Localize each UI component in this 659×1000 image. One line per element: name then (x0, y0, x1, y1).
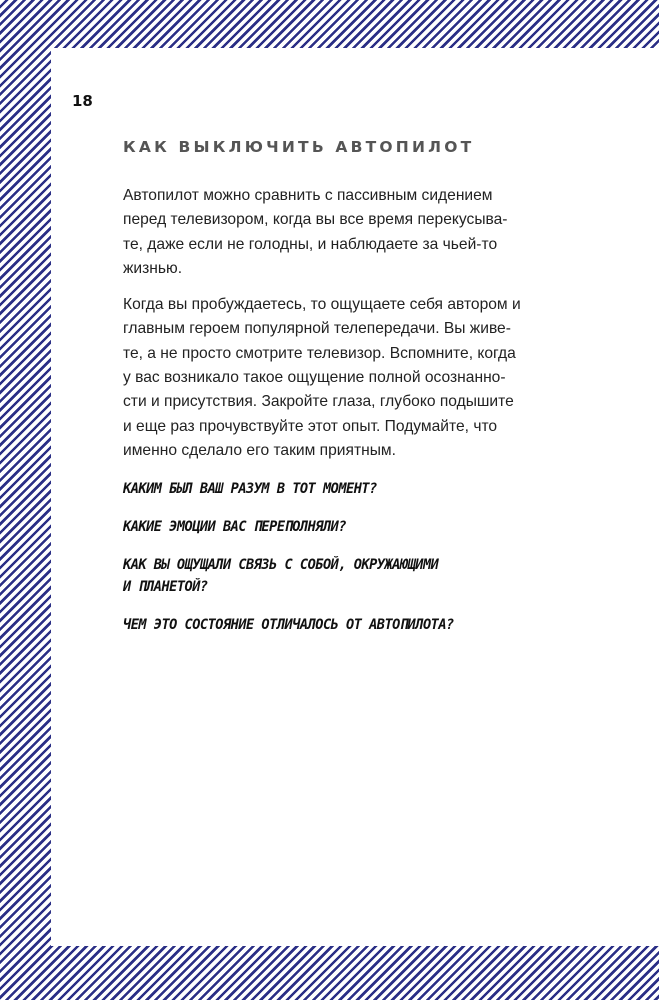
question-line: ЧЕМ ЭТО СОСТОЯНИЕ ОТЛИЧАЛОСЬ ОТ АВТОПИЛОТА? (123, 617, 454, 633)
question-1 (123, 478, 563, 500)
text-line: и еще раз прочувствуйте этот опыт. Подумайте, что (123, 417, 498, 435)
paragraph-1 (123, 184, 533, 281)
question-line: КАКИМ БЫЛ ВАШ РАЗУМ В ТОТ МОМЕНТ? (123, 481, 377, 497)
text-line: у вас возникало такое ощущение полной осознанно- (123, 369, 506, 387)
text-line: те, а не просто смотрите телевизор. Вспомните, когда (123, 344, 516, 362)
question-line: И ПЛАНЕТОЙ? (123, 579, 208, 595)
question-4 (123, 614, 563, 636)
text-line: сти и присутствия. Закройте глаза, глубоко подышите (123, 393, 514, 411)
page-number: 18 (72, 92, 93, 110)
paragraph-2 (123, 293, 533, 463)
body-text (123, 184, 533, 475)
section-heading: КАК ВЫКЛЮЧИТЬ АВТОПИЛОТ (123, 138, 475, 156)
text-line: главным героем популярной телепередачи. Вы живе- (123, 320, 511, 338)
text-line: те, даже если не голодны, и наблюдаете за чьей-то (123, 235, 498, 253)
question-3 (123, 554, 563, 598)
text-line: жизнью. (123, 259, 183, 277)
question-line: КАКИЕ ЭМОЦИИ ВАС ПЕРЕПОЛНЯЛИ? (123, 519, 347, 535)
text-line: Когда вы пробуждаетесь, то ощущаете себя автором и (123, 296, 521, 314)
text-line: именно сделало его таким приятным. (123, 441, 396, 459)
text-line: Автопилот можно сравнить с пассивным сидением (123, 187, 493, 204)
book-page (51, 48, 659, 946)
text-line: перед телевизором, когда вы все время перекусыва- (123, 211, 508, 229)
question-line: КАК ВЫ ОЩУЩАЛИ СВЯЗЬ С СОБОЙ, ОКРУЖАЮЩИМИ (123, 557, 439, 573)
question-2 (123, 516, 563, 538)
reflection-questions (123, 478, 563, 652)
